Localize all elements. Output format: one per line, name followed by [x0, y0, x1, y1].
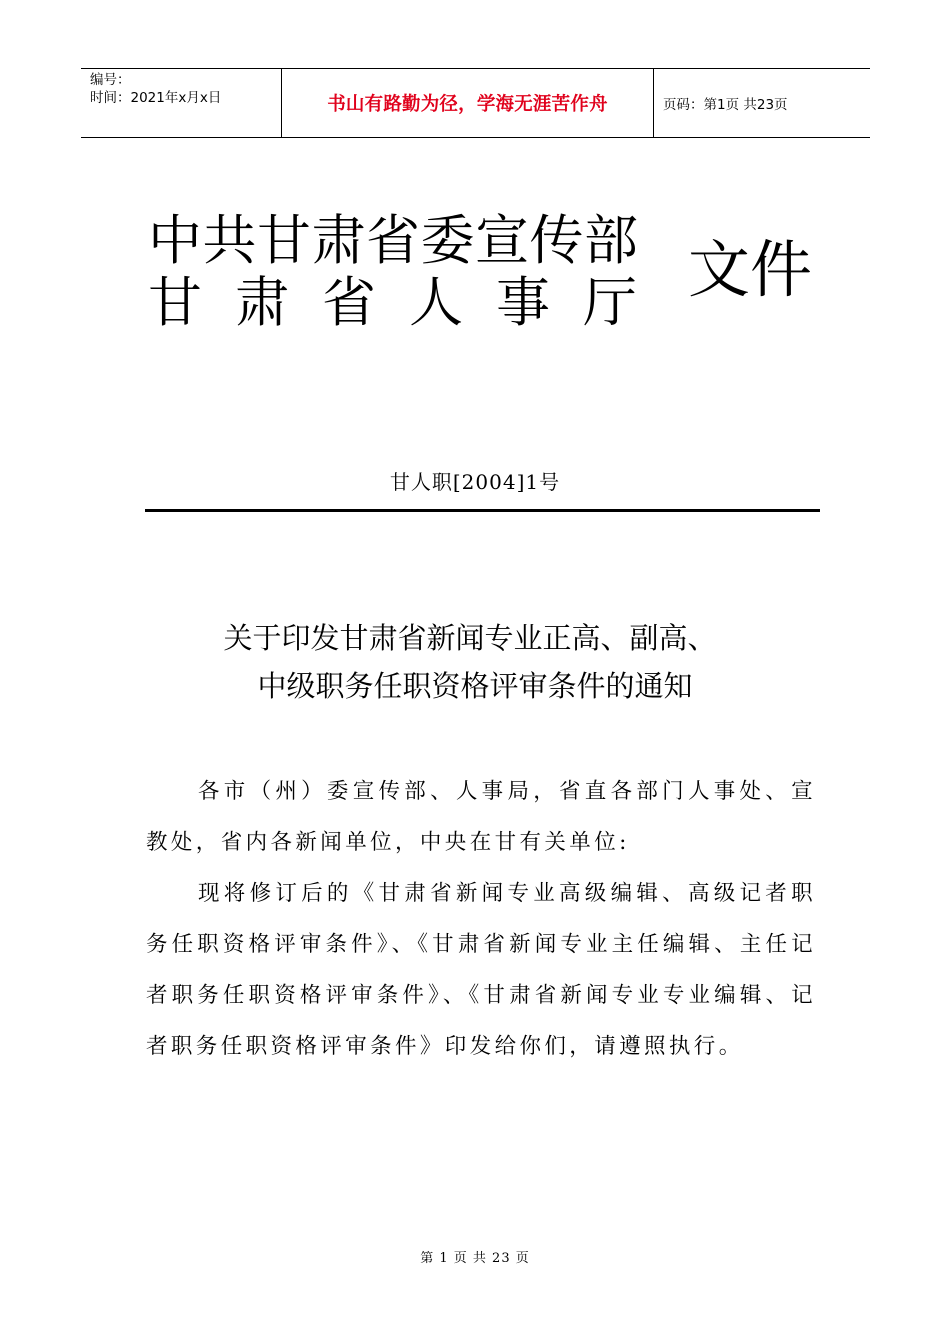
org-name-propaganda-department: 中共甘肃省委宣传部	[148, 209, 639, 272]
document-number-label: 编号：	[90, 72, 131, 88]
notice-body	[146, 766, 816, 1072]
notice-title-line-1: 关于印发甘肃省新闻专业正高、副高、	[223, 621, 717, 655]
header-meta-cell	[81, 69, 281, 137]
header-page-info: 页码：第1页 共23页	[663, 97, 788, 113]
document-header-table	[81, 68, 870, 138]
notice-title-line-2: 中级职务任职资格评审条件的通知	[257, 669, 693, 703]
org-name-personnel-department: 甘肃省人事厅	[148, 271, 670, 334]
header-motto: 书山有路勤为径，学海无涯苦作舟	[281, 69, 654, 137]
document-time-label: 时间：2021年x月x日	[90, 90, 222, 106]
issuing-organizations	[148, 210, 670, 334]
document-number: 甘人职[2004]1号	[389, 470, 561, 494]
page-footer: 第 1 页 共 23 页	[420, 1251, 530, 1266]
body-paragraph-content: 现将修订后的《甘肃省新闻专业高级编辑、高级记者职务任职资格评审条件》、《甘肃省新闻专业主任编辑、主任记者职务任职资格评审条件》、《甘肃省新闻专业专业编辑、记者职务任职资格评审条件》印发给你们，请遵照执行。	[146, 881, 816, 1059]
header-rule	[145, 509, 820, 512]
document-word: 文件	[688, 233, 813, 306]
body-paragraph-addressees: 各市（州）委宣传部、人事局，省直各部门人事处、宣教处，省内各新闻单位，中央在甘有关单位:	[146, 779, 816, 855]
